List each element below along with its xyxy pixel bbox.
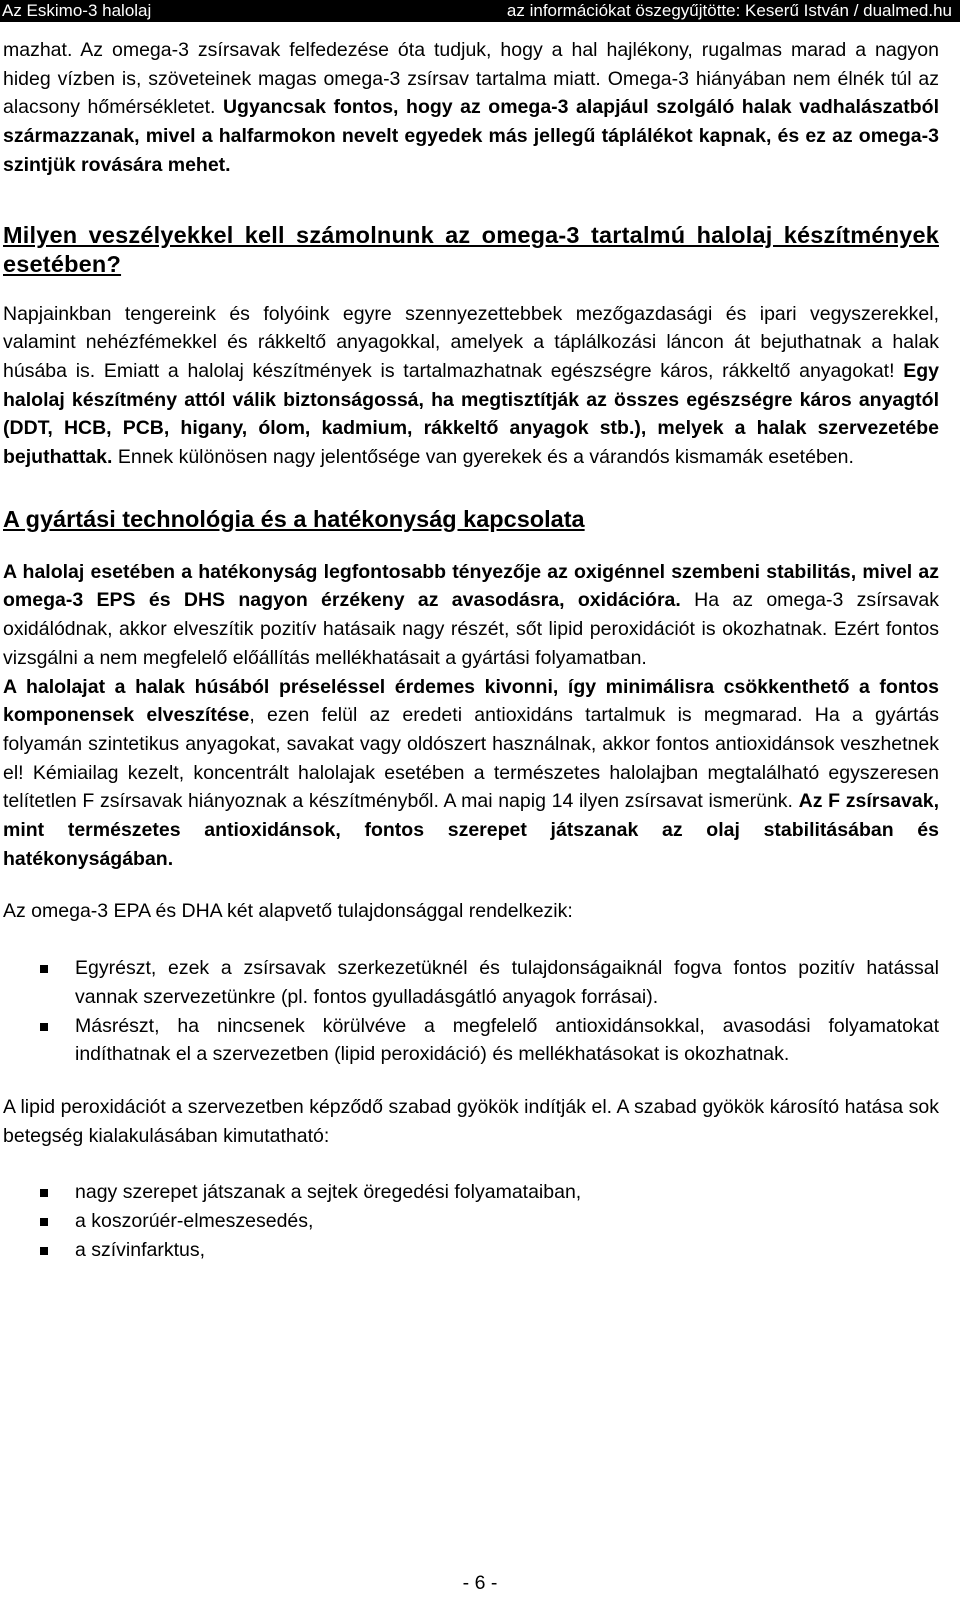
paragraph-stability <box>3 558 939 673</box>
properties-list <box>3 954 939 1069</box>
list-item-text: Másrészt, ha nincsenek körülvéve a megfelelő antioxidánsokkal, avasodási folyamatokat indíthatnak el a szervezetben (lipid peroxidáció) és mellékhatásokat is okozhatnak. <box>75 1014 939 1066</box>
bullet-icon <box>40 1247 48 1255</box>
paragraph-stability-text: Ha az omega-3 zsírsavak oxidálódnak, akkor elveszítik pozitív hatásaik nagy részét, sőt lipid peroxidációt is okozhatnak. Ezért fontos vizsgálni a nem megfelelő előállítás mellékhatásait a gyártási folyamatban. <box>3 589 939 669</box>
header-title: Az Eskimo-3 halolaj <box>2 1 152 20</box>
page-header <box>0 0 960 22</box>
paragraph-intro-text: mazhat. Az omega-3 zsírsavak felfedezése óta tudjuk, hogy a hal hajlékony, rugalmas marad a nagyon hideg vízben is, szöveteinek magas omega-3 zsírsav tartalma miatt. Omega-3 hiányában nem élnék túl az alacsony hőmérsékletet. <box>3 39 939 119</box>
list-item <box>3 954 939 1011</box>
paragraph-dangers-bold: Egy halolaj készítmény attól válik biztonságossá, ha megtisztítják az összes egészségre káros anyagtól (DDT, HCB, PCB, higany, ólom, kadmium, rákkeltő anyagok stb.), melyek a halak szervezetébe bejuthattak. <box>3 359 939 469</box>
bullet-icon <box>40 965 48 973</box>
list-item <box>3 1012 939 1069</box>
paragraph-intro <box>3 36 939 180</box>
paragraph-pressing-text: , ezen felül az eredeti antioxidáns tartalmuk is megmarad. Ha a gyártás folyamán szintetikus anyagokat, savakat vagy oldószert használnak, akkor fontos antioxidánsok veszhetnek el! Kémiailag kezelt, koncentrált halolajak esetében a természetes halolajban megtalálható egyszeresen telítetlen F zsírsavak hiányoznak a készítményből. A mai napig 14 ilyen zsírsavat ismerünk. <box>3 704 939 813</box>
paragraph-dangers-tail: Ennek különösen nagy jelentősége van gyerekek és a várandós kismamák esetében. <box>112 446 854 469</box>
list-item-text: a koszorúér-elmeszesedés, <box>75 1210 314 1233</box>
document-body <box>3 36 939 1265</box>
page-number: - 6 - <box>462 1572 498 1594</box>
bullet-icon <box>40 1023 48 1031</box>
section-heading-technology: A gyártási technológia és a hatékonyság kapcsolata <box>3 505 585 532</box>
paragraph-free-radicals: A lipid peroxidációt a szervezetben képződő szabad gyökök indítják el. A szabad gyökök károsító hatása sok betegség kialakulásában kimutatható: <box>3 1095 939 1147</box>
diseases-list <box>3 1178 939 1264</box>
list-item-text: Egyrészt, ezek a zsírsavak szerkezetüknél és tulajdonságaiknál fogva fontos pozitív hatással vannak szervezetünkre (pl. fontos gyulladásgátló anyagok forrásai). <box>75 957 939 1008</box>
section-heading-dangers: Milyen veszélyekkel kell számolnunk az omega-3 tartalmú halolaj készítmények esetében? <box>3 221 939 277</box>
paragraph-stability-bold: A halolaj esetében a hatékonyság legfontosabb tényezője az oxigénnel szembeni stabilitás, mivel az omega-3 EPS és DHS nagyon érzékeny az avasodásra, oxidációra. <box>3 560 939 612</box>
paragraph-dangers <box>3 300 939 472</box>
list-item-text: a szívinfarktus, <box>75 1238 206 1261</box>
bullet-icon <box>40 1189 48 1197</box>
paragraph-dangers-text: Napjainkban tengereink és folyóink egyre szennyezettebbek mezőgazdasági és ipari vegyszerekkel, valamint nehézfémekkel és rákkeltő anyagokkal, amelyek a táplálkozási láncon át bejuthatnak a halak húsába is. Emiatt a halolaj készítmények is tartalmazhatnak egészségre káros, rákkeltő anyagokat! <box>3 302 939 382</box>
list-item <box>3 1236 939 1265</box>
paragraph-properties: Az omega-3 EPA és DHA két alapvető tulajdonsággal rendelkezik: <box>3 900 573 923</box>
header-credit: az információkat öszegyűjtötte: Keserű István / dualmed.hu <box>506 1 952 20</box>
paragraph-pressing-bold: A halolajat a halak húsából préseléssel érdemes kivonni, így minimálisra csökkenthető a fontos komponensek elveszítése <box>3 675 939 727</box>
list-item <box>3 1178 939 1207</box>
list-item-text: nagy szerepet játszanak a sejtek öregedési folyamataiban, <box>75 1181 582 1204</box>
paragraph-pressing <box>3 673 939 874</box>
list-item <box>3 1207 939 1236</box>
bullet-icon <box>40 1218 48 1226</box>
paragraph-intro-bold: Ugyancsak fontos, hogy az omega-3 alapjául szolgáló halak vadhalászatból származzanak, mivel a halfarmokon nevelt egyedek más jellegű táplálékot kapnak, és ez az omega-3 szintjük rovására mehet. <box>3 96 939 176</box>
paragraph-pressing-bold-end: Az F zsírsavak, mint természetes antioxidánsok, fontos szerepet játszanak az olaj stabilitásában és hatékonyságában. <box>3 790 939 870</box>
